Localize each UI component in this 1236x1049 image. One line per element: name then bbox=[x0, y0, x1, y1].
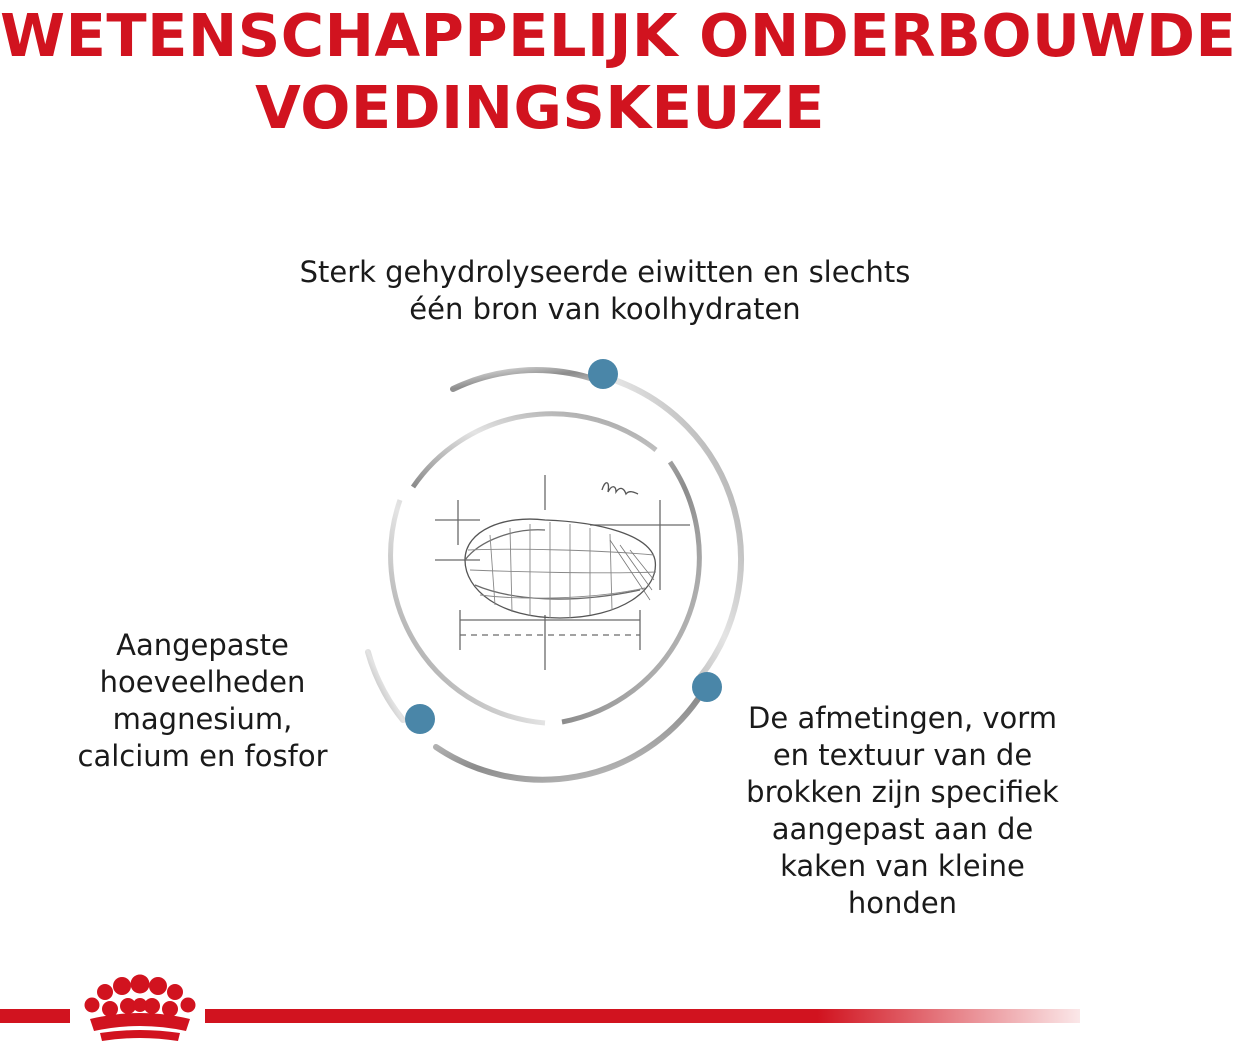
kibble-sketch-icon bbox=[435, 475, 690, 670]
feature-line: één bron van koolhydraten bbox=[409, 292, 801, 326]
kibble-diagram bbox=[340, 350, 780, 790]
blue-dot-icon bbox=[405, 704, 435, 734]
feature-line: Sterk gehydrolyseerde eiwitten en slechts bbox=[299, 255, 911, 289]
feature-line: honden bbox=[847, 886, 958, 920]
footer-brand-bar bbox=[0, 975, 1080, 1049]
feature-line: magnesium, bbox=[112, 702, 293, 736]
feature-line: De afmetingen, vorm bbox=[748, 701, 1057, 735]
feature-line: hoeveelheden bbox=[99, 665, 306, 699]
feature-line: en textuur van de bbox=[772, 738, 1033, 772]
page-title-line-2: VOEDINGSKEUZE bbox=[255, 73, 825, 142]
feature-line: calcium en fosfor bbox=[77, 739, 328, 773]
footer-bar-right bbox=[205, 1009, 1080, 1023]
feature-line: Aangepaste bbox=[116, 628, 289, 662]
inner-ring bbox=[391, 414, 700, 723]
page-title-line-1: WETENSCHAPPELIJK ONDERBOUWDE bbox=[0, 1, 1236, 70]
blue-dot-icon bbox=[588, 359, 618, 389]
footer-bar-left bbox=[0, 1009, 70, 1023]
feature-hydrolysed-protein bbox=[240, 254, 970, 328]
feature-line: kaken van kleine bbox=[780, 849, 1025, 883]
blue-dot-icon bbox=[692, 672, 722, 702]
royal-crown-logo bbox=[85, 975, 196, 1042]
feature-line: aangepast aan de bbox=[771, 812, 1034, 846]
feature-minerals bbox=[50, 627, 355, 775]
feature-line: brokken zijn specifiek bbox=[746, 775, 1059, 809]
page-title bbox=[0, 0, 1236, 144]
